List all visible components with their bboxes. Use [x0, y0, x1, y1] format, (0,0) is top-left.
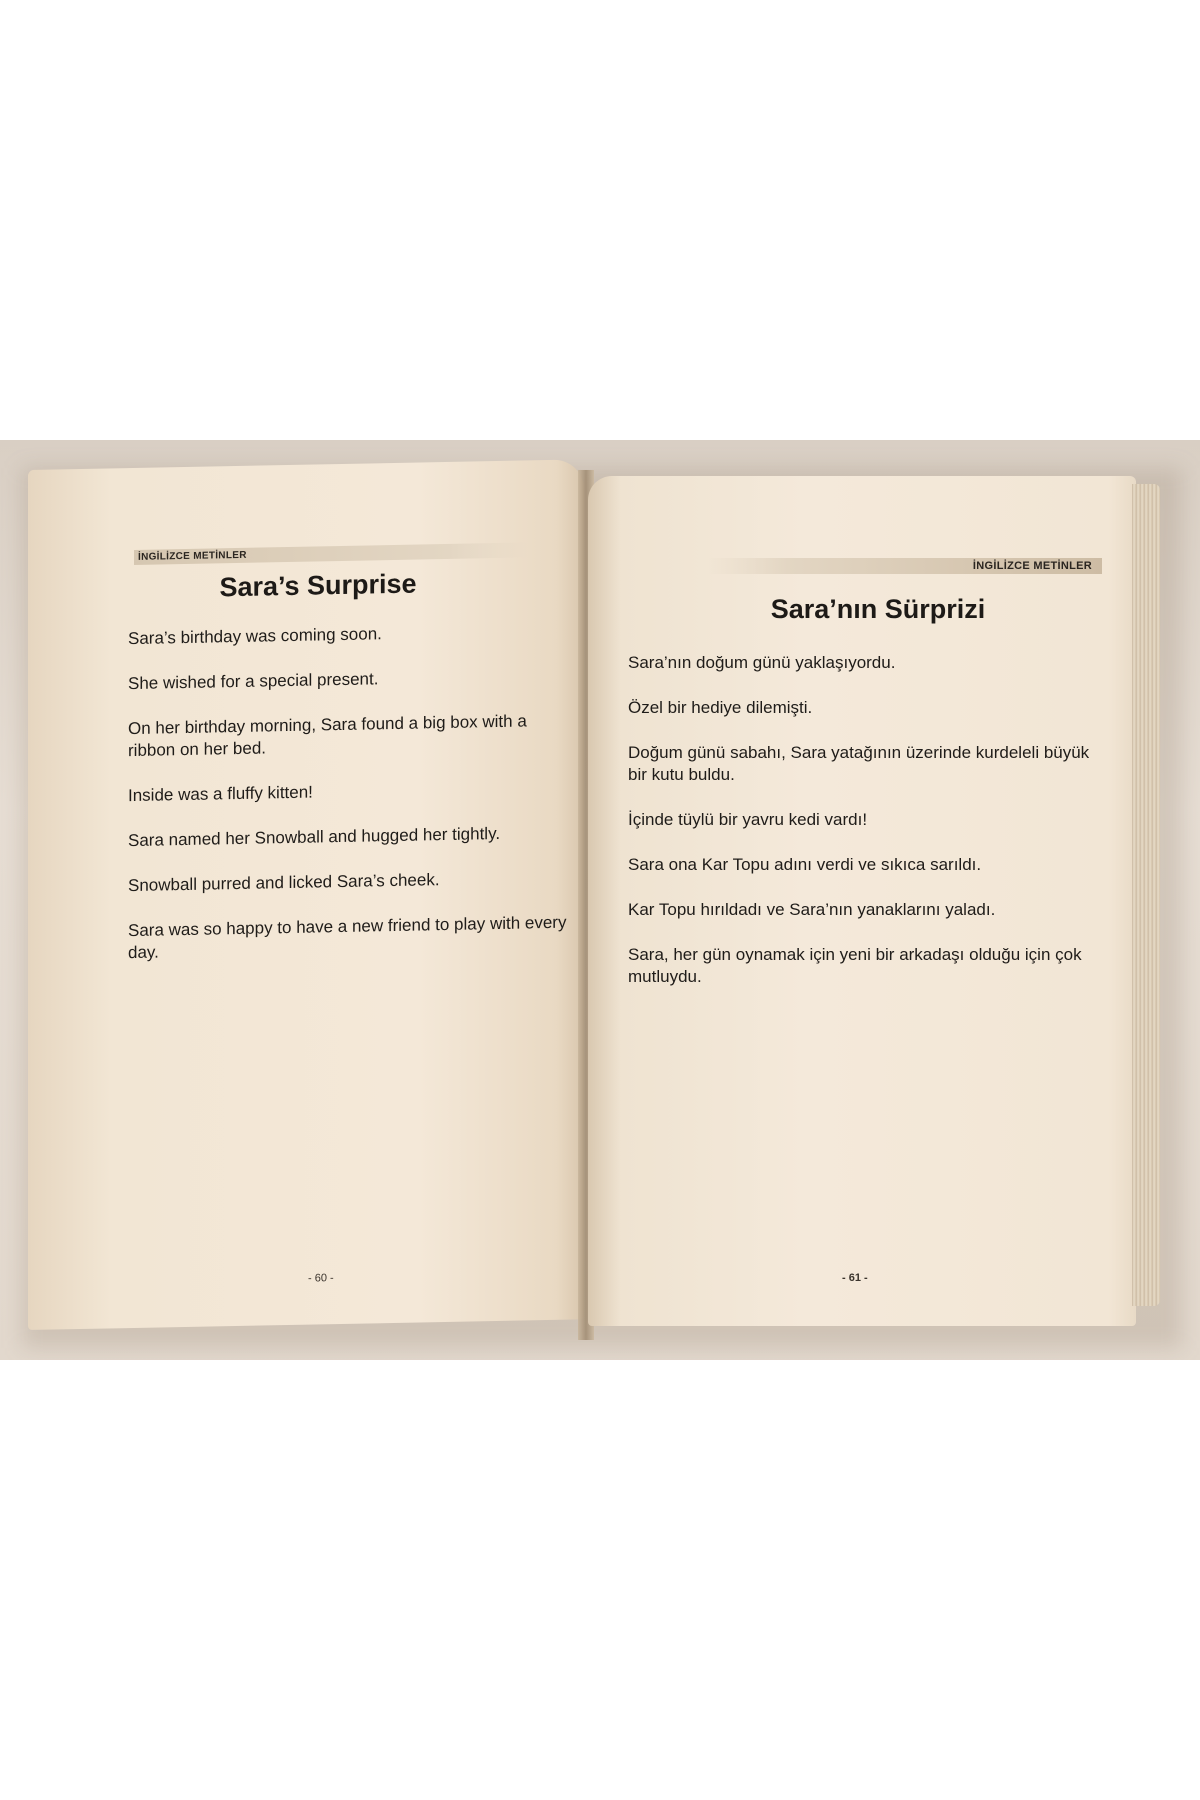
- left-page-number: - 60 -: [308, 1272, 334, 1285]
- left-page: [28, 459, 584, 1330]
- left-running-head: İNGİLİZCE METİNLER: [134, 542, 528, 565]
- right-paragraph: Kar Topu hırıldadı ve Sara’nın yanaklarını yaladı.: [628, 900, 996, 919]
- left-paragraph: She wished for a special present.: [128, 669, 379, 694]
- right-page: [588, 476, 1136, 1326]
- left-paragraph: Sara’s birthday was coming soon.: [128, 624, 382, 649]
- right-paragraph: İçinde tüylü bir yavru kedi vardı!: [628, 810, 868, 829]
- page-edges: [1132, 484, 1160, 1306]
- left-page-body: [128, 620, 568, 987]
- left-paragraph: On her birthday morning, Sara found a big box with a ribbon on her bed.: [128, 711, 527, 761]
- right-page-body: [628, 652, 1098, 1011]
- right-paragraph: Sara ona Kar Topu adını verdi ve sıkıca sarıldı.: [628, 855, 982, 874]
- right-paragraph: Doğum günü sabahı, Sara yatağının üzerinde kurdeleli büyük bir kutu buldu.: [628, 743, 1090, 784]
- right-paragraph: Sara’nın doğum günü yaklaşıyordu.: [628, 653, 896, 672]
- left-paragraph: Snowball purred and licked Sara’s cheek.: [128, 870, 440, 896]
- left-paragraph: Inside was a fluffy kitten!: [128, 782, 313, 806]
- right-page-number: - 61 -: [842, 1272, 868, 1284]
- right-page-title: Sara’nın Sürprizi: [770, 594, 986, 624]
- left-paragraph: Sara named her Snowball and hugged her tightly.: [128, 823, 501, 851]
- book-photo: [0, 440, 1200, 1360]
- right-running-head: İNGİLİZCE METİNLER: [708, 558, 1102, 574]
- right-paragraph: Sara, her gün oynamak için yeni bir arkadaşı olduğu için çok mutluydu.: [628, 945, 1082, 986]
- left-paragraph: Sara was so happy to have a new friend to play with every day.: [128, 912, 567, 963]
- right-paragraph: Özel bir hediye dilemişti.: [628, 698, 813, 717]
- left-page-title: Sara’s Surprise: [219, 568, 417, 603]
